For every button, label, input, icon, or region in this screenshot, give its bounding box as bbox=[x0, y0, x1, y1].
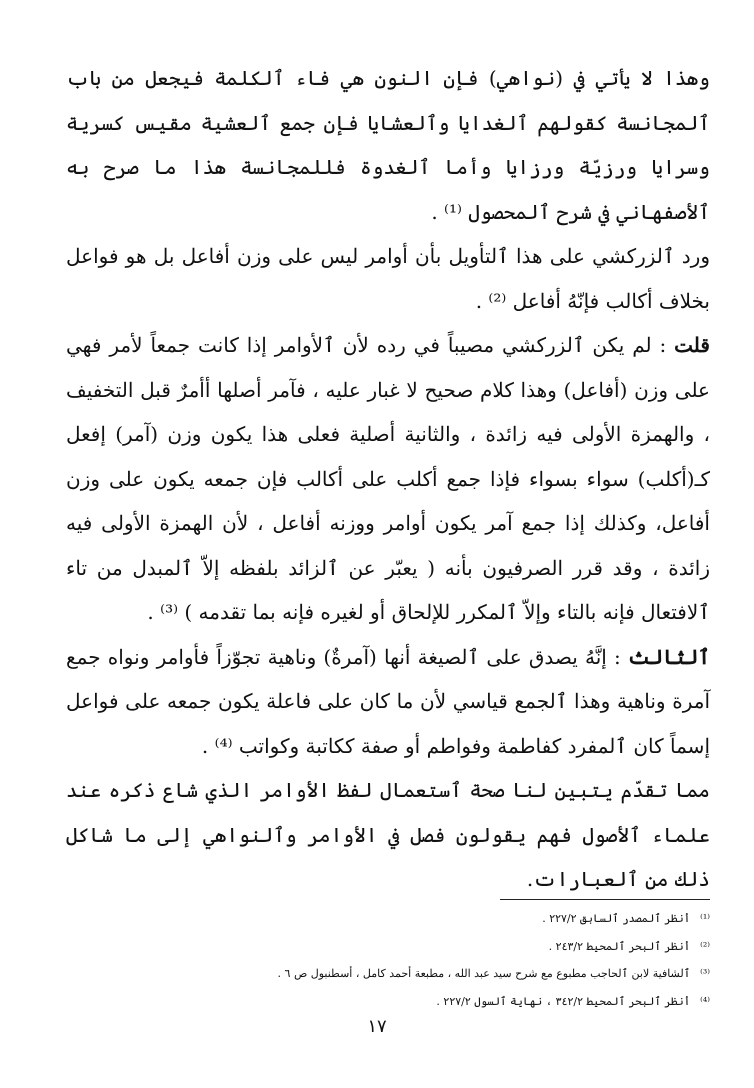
paragraph-4-lead: ٱلثالث bbox=[627, 644, 710, 669]
paragraph-1-text: وهذا لا يأتي في (نواهي) فإن النون هي فاء ٱلكلمة فيجعل من باب ٱلمجانسة كقولهم ٱلغدايا وٱلعشايا فإن جمع ٱلعشية مقيس كسرية وسرايا ورزيّة ورزايا وأما ٱلغدوة فللمجانسة هذا ما صرح به ٱلأصفهاني في شرح ٱلمحصول ⁽¹⁾ . bbox=[66, 66, 710, 224]
paragraph-4-text: : إنَّهُ يصدق على ٱلصيغة أنها (آمرةٌ) وناهية تجوّزاً فأوامر ونواه جمع آمرة وناهية وهذا ٱلجمع قياسي لأن ما كان على فاعلة يكون جمعه على فواعل إسماً كان ٱلمفرد كفاطمة وفواطم أو صفة ككاتبة وكواتب ⁽⁴⁾ . bbox=[66, 644, 710, 758]
footnotes bbox=[150, 905, 710, 1015]
paragraph-1 bbox=[66, 56, 710, 234]
paragraph-2 bbox=[66, 234, 710, 323]
paragraph-4 bbox=[66, 635, 710, 769]
paragraph-5 bbox=[66, 768, 710, 902]
footnote-4-text: أنظر ٱلبحر ٱلمحيط ٣٤٢/٢ ، نهاية ٱلسول ٢٢٧/٢ . bbox=[436, 994, 691, 1008]
paragraph-3 bbox=[66, 323, 710, 635]
paragraph-3-text: : لم يكن ٱلزركشي مصيباً في رده لأن ٱلأوامر إذا كانت جمعاً لأمر فهي على وزن (أفاعل) وهذا كلام صحيح لا غبار عليه ، فآمر أصلها أأمرٌ قبل التخفيف ، والهمزة الأولى فيه زائدة ، والثانية أصلية فعلى هذا يكون وزن (آمر) إفعل كـ(أكلب) سواء بسواء فإذا جمع أكلب على أكالب فإن جمعه يكون على وزن أفاعل، وكذلك إذا جمع آمر يكون أوامر ووزنه أفاعل ، لأن الهمزة الأولى فيه زائدة ، وقد قرر الصرفيون بأنه ( يعبّر عن ٱلزائد بلفظه إلاّ ٱلمبدل من تاء ٱلافتعال فإنه بالتاء وإلاّ ٱلمكرر للإلحاق أو لغيره فإنه بما تقدمه ) ⁽³⁾ . bbox=[66, 333, 711, 624]
footnote-separator bbox=[500, 899, 710, 900]
footnote-1 bbox=[150, 905, 710, 933]
paragraph-3-lead: قلت bbox=[674, 333, 710, 357]
footnote-1-number: ⁽¹⁾ bbox=[700, 912, 710, 925]
footnote-1-text: أنظر ٱلمصدر ٱلسابق ٢٢٧/٢ . bbox=[542, 912, 691, 925]
footnote-2-number: ⁽²⁾ bbox=[700, 939, 710, 953]
footnote-4 bbox=[150, 988, 710, 1016]
footnote-2-text: أنظر ٱلبحر ٱلمحيط ٢٤٣/٢ . bbox=[548, 939, 691, 953]
footnote-3-number: ⁽³⁾ bbox=[700, 967, 710, 980]
paragraph-2-text: ورد ٱلزركشي على هذا ٱلتأويل بأن أوامر ليس على وزن أفاعل بل هو فواعل بخلاف أكالب فإنّهُ أفاعل ⁽²⁾ . bbox=[66, 244, 710, 313]
footnote-2 bbox=[150, 933, 710, 961]
footnote-4-number: ⁽⁴⁾ bbox=[700, 994, 710, 1008]
footnote-3-text: ٱلشافية لابن ٱلحاجب مطبوع مع شرح سيد عبد الله ، مطبعة أحمد كامل ، أسطنبول ص ٦ . bbox=[277, 967, 691, 980]
page-number: ١٧ bbox=[367, 1016, 387, 1037]
footnote-3 bbox=[150, 960, 710, 988]
paragraph-5-text: مما تقدّم يتبين لنا صحة ٱستعمال لفظ الأوامر الذي شاع ذكره عند علماء ٱلأصول فهم يقولون فصل في الأوامر وٱلنواهي إلى ما شاكل ذلك من ٱلعبارات. bbox=[66, 778, 710, 891]
